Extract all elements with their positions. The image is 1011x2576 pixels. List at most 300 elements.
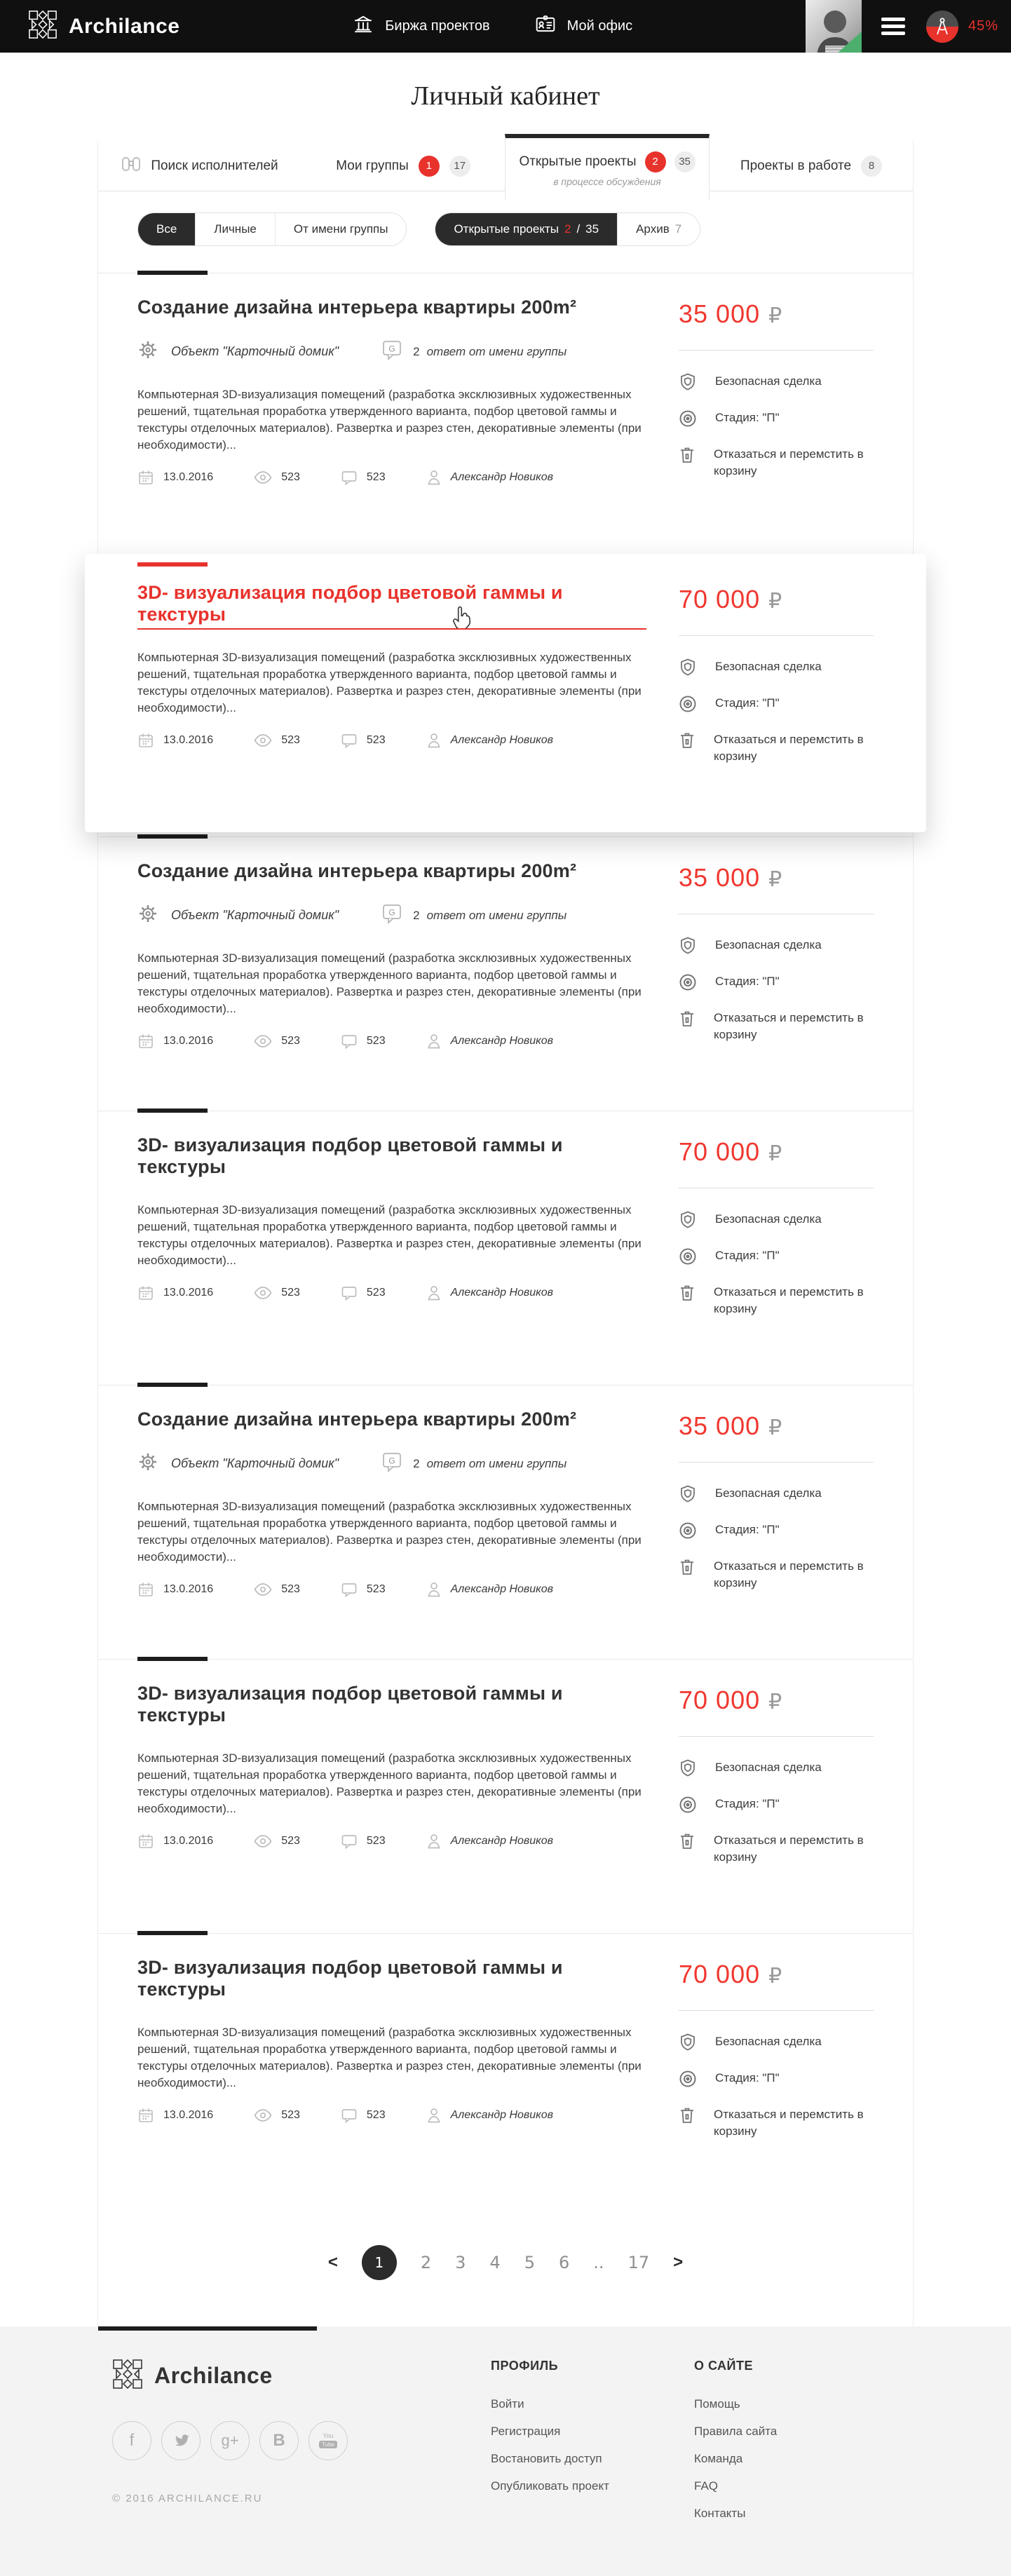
comments-value: 523 [366,1583,386,1595]
project-price: 35 000 [679,863,761,892]
discard-to-trash-action[interactable] [679,731,874,765]
safe-deal-label: Безопасная сделка [715,1212,822,1226]
shield-icon [679,373,697,391]
author-value: Александр Новиков [450,1583,553,1595]
safe-deal-row [679,373,874,391]
meta-date [137,732,213,749]
header-right-cluster [806,0,998,53]
ruble-sign: ₽ [768,1690,782,1714]
views-value: 523 [281,1035,300,1047]
project-price: 70 000 [679,1686,761,1714]
date-value: 13.0.2016 [163,1287,214,1299]
tab-my-groups[interactable] [301,141,505,191]
footer-link-faq[interactable]: FAQ [694,2479,719,2493]
project-description: Компьютерная 3D-визуализация помещений (разработка эксклюзивных художественных решений, тщательная проработка утвержденного варианта, подбор цветовой гаммы и текстуры отделочных материалов). Развертка и разрез стен, декоративные элементы (при необходимости)... [137,2026,642,2089]
pagination-page[interactable]: 5 [524,2253,536,2272]
pagination-page[interactable]: 2 [420,2253,432,2272]
youtube-glyph-top: You [323,2432,334,2439]
filter-open-projects[interactable] [435,213,618,245]
project-meta [137,1581,646,1598]
safe-deal-label: Безопасная сделка [715,2035,822,2048]
tab-label: Поиск исполнителей [151,158,278,173]
footer-logo[interactable] [112,2359,491,2393]
side-divider [679,1736,874,1737]
footer-brand-name: Archilance [154,2363,273,2388]
comments-value: 523 [366,2109,386,2121]
project-description: Компьютерная 3D-визуализация помещений (разработка эксклюзивных художественных решений, тщательная проработка утвержденного варианта, подбор цветовой гаммы и текстуры отделочных материалов). Развертка и разрез стен, декоративные элементы (при необходимости)... [137,951,642,1015]
project-description: Компьютерная 3D-визуализация помещений (разработка эксклюзивных художественных решений, тщательная проработка утвержденного варианта, подбор цветовой гаммы и текстуры отделочных материалов). Развертка и разрез стен, декоративные элементы (при необходимости)... [137,1203,642,1267]
comments-value: 523 [366,1035,386,1047]
copyright-text: © 2016 ARCHILANCE.RU [112,2493,263,2504]
stage-target-icon [679,1247,697,1266]
behance-glyph: B [273,2431,285,2450]
nav-project-exchange[interactable] [353,14,489,39]
safe-deal-row [679,1211,874,1229]
footer-link-contacts[interactable]: Контакты [694,2507,746,2520]
project-card [98,1111,913,1385]
discard-label: Отказаться и перемстить в корзину [714,2108,864,2138]
stage-label: Стадия: "П" [715,411,780,424]
shield-icon [679,1211,697,1229]
meta-date [137,1581,213,1598]
safe-deal-row [679,1485,874,1503]
shield-icon [679,937,697,955]
hand-cursor-icon [453,606,473,632]
views-value: 523 [281,2109,300,2121]
discard-to-trash-action[interactable] [679,1284,874,1317]
title-wrap [137,582,646,649]
meta-comments [341,469,386,486]
footer-column-about [694,2359,897,2534]
youtube-icon[interactable] [308,2421,348,2460]
replies-label: ответ от имени группы [426,908,567,922]
stage-label: Стадия: "П" [715,975,780,988]
side-divider [679,1462,874,1463]
stage-target-icon [679,1796,697,1814]
gear-icon [137,339,158,364]
meta-date [137,469,213,486]
project-title-link[interactable]: Создание дизайна интерьера квартиры 200m² [137,1409,577,1430]
stage-target-icon [679,409,697,428]
card-side-panel [679,297,874,498]
meta-date [137,1833,213,1850]
facebook-glyph: f [129,2431,135,2450]
brand-logo[interactable] [28,10,179,43]
tab-label: Проекты в работе [740,158,852,173]
avatar-accent [838,32,862,53]
meta-author[interactable] [426,1284,553,1301]
card-side-panel [679,860,874,1062]
social-links [112,2421,491,2460]
stage-row [679,409,874,428]
svg-text:G: G [388,907,395,917]
meta-comments [341,1833,386,1850]
id-card-icon [535,14,556,39]
project-meta [137,732,646,749]
group-replies[interactable] [382,904,566,928]
open-count: 2 [564,222,571,236]
shield-icon [679,658,697,677]
footer-column-profile [491,2359,694,2534]
pagination-page-last[interactable]: 17 [627,2253,650,2272]
new-count-badge: 1 [419,156,440,177]
trash-icon [679,1832,696,1850]
card-divider [98,1933,913,1934]
stage-label: Стадия: "П" [715,1249,780,1262]
author-value: Александр Новиков [450,1035,553,1047]
project-title-link[interactable]: Создание дизайна интерьера квартиры 200m² [137,860,577,881]
date-value: 13.0.2016 [163,1583,214,1595]
filter-archive[interactable] [618,213,700,245]
meta-author[interactable] [426,1833,553,1850]
object-label: Объект "Карточный домик" [171,344,339,358]
replies-label: ответ от имени группы [426,344,567,358]
shield-icon [679,1485,697,1503]
page-footer [0,2326,1011,2576]
ruble-sign: ₽ [768,304,782,328]
meta-date [137,1033,213,1050]
author-value: Александр Новиков [450,1287,553,1299]
project-price: 35 000 [679,1411,761,1440]
footer-link-register[interactable]: Регистрация [491,2425,561,2438]
meta-author[interactable] [426,469,553,486]
trash-icon [679,1558,696,1576]
facebook-icon[interactable] [112,2421,151,2460]
youtube-glyph-bottom: Tube [319,2441,337,2448]
tab-search-performers[interactable] [98,141,301,191]
twitter-icon[interactable] [161,2421,201,2460]
footer-column-title: О САЙТЕ [694,2359,753,2373]
discard-label: Отказаться и перемстить в корзину [714,1559,864,1589]
safe-deal-label: Безопасная сделка [715,660,822,673]
trash-icon [679,731,696,750]
footer-link-help[interactable]: Помощь [694,2397,740,2411]
safe-deal-label: Безопасная сделка [715,374,822,388]
stage-target-icon [679,695,697,713]
state-filter-group [435,212,700,246]
svg-text:G: G [388,1456,395,1465]
pagination-ellipsis: .. [593,2253,604,2272]
safe-deal-label: Безопасная сделка [715,1761,822,1774]
svg-text:G: G [388,344,395,353]
project-card [98,836,913,1111]
archilance-lattice-icon [28,10,57,43]
safe-deal-label: Безопасная сделка [715,1486,822,1500]
safe-deal-row [679,2033,874,2052]
discard-to-trash-action[interactable] [679,1832,874,1866]
stage-label: Стадия: "П" [715,2071,780,2084]
bank-icon [353,14,374,39]
filter-label: Архив [636,222,670,236]
meta-comments [341,732,386,749]
project-title-link[interactable]: 3D- визуализация подбор цветовой гаммы и текстуры [137,1957,563,2000]
count-separator: / [576,222,581,236]
project-card-hovered [85,554,926,832]
stage-row [679,1796,874,1814]
footer-column-title: ПРОФИЛЬ [491,2359,559,2373]
discard-label: Отказаться и перемстить в корзину [714,1011,864,1041]
footer-link-restore-access[interactable]: Востановить доступ [491,2452,602,2465]
behance-icon[interactable] [259,2421,299,2460]
footer-brand-block [98,2359,491,2534]
pagination-prev[interactable]: < [327,2253,338,2272]
nav-label: Биржа проектов [385,18,490,34]
stage-label: Стадия: "П" [715,1797,780,1810]
card-divider [98,1659,913,1660]
author-value: Александр Новиков [450,734,553,746]
archilance-lattice-icon [112,2359,143,2393]
comments-value: 523 [366,471,386,483]
tab-bar [98,141,913,191]
ruble-sign: ₽ [768,1416,782,1440]
project-meta [137,1833,646,1850]
pagination [98,2207,913,2326]
object-label: Объект "Карточный домик" [171,908,339,922]
project-description: Компьютерная 3D-визуализация помещений (разработка эксклюзивных художественных решений, тщательная проработка утвержденного варианта, подбор цветовой гаммы и текстуры отделочных материалов). Развертка и разрез стен, декоративные элементы (при необходимости)... [137,1500,642,1564]
object-label: Объект "Карточный домик" [171,1456,339,1470]
stage-label: Стадия: "П" [715,696,780,710]
date-value: 13.0.2016 [163,734,214,746]
safe-deal-row [679,1759,874,1777]
meta-views [254,1583,300,1596]
meta-author[interactable] [426,1581,553,1598]
group-replies[interactable] [382,1452,566,1476]
replies-label: ответ от имени группы [426,1456,567,1470]
footer-accent-bar [98,2326,317,2331]
project-card [98,1659,913,1933]
pagination-page[interactable]: 3 [455,2253,466,2272]
ruble-sign: ₽ [768,1141,782,1166]
gear-icon [137,1451,158,1476]
comments-value: 523 [366,1835,386,1847]
page-title: Личный кабинет [411,81,600,111]
meta-views [254,471,300,484]
safe-deal-row [679,937,874,955]
stage-row [679,695,874,713]
card-side-panel [679,1683,874,1884]
stage-target-icon [679,2070,697,2088]
author-value: Александр Новиков [450,471,553,483]
project-price: 70 000 [679,585,761,614]
group-bubble-icon [382,1452,402,1476]
group-bubble-icon [382,340,402,364]
meta-author[interactable] [426,2107,553,2124]
project-meta [137,469,646,486]
ruble-sign: ₽ [768,589,782,614]
comments-value: 523 [366,1287,386,1299]
card-divider [98,836,913,837]
object-row [137,1451,646,1476]
filter-on-behalf-of-group[interactable]: От имени группы [293,222,388,236]
shield-icon [679,2033,697,2052]
ruble-sign: ₽ [768,1964,782,1988]
stage-target-icon [679,1521,697,1540]
tab-open-projects[interactable] [505,134,710,200]
nav-my-office[interactable] [535,14,633,39]
google-plus-glyph: g+ [221,2432,239,2449]
trash-icon [679,1010,696,1028]
filter-bar [98,191,913,273]
trash-icon [679,2106,696,2124]
meta-views [254,2109,300,2122]
user-avatar[interactable] [806,0,862,53]
card-dash [137,834,208,839]
footer-link-team[interactable]: Команда [694,2452,743,2465]
drafting-compass-icon [933,17,951,36]
replies-count: 2 [413,344,420,358]
filter-personal[interactable]: Личные [196,213,276,245]
discard-to-trash-action[interactable] [679,1010,874,1043]
discard-label: Отказаться и перемстить в корзину [714,1285,864,1315]
stage-row [679,973,874,991]
binoculars-icon [121,155,141,177]
card-dash [137,1931,208,1935]
stage-row [679,1521,874,1540]
replies-count: 2 [413,908,420,922]
archive-count: 7 [674,222,682,236]
meta-views [254,734,300,747]
stage-target-icon [679,973,697,991]
pagination-next[interactable]: > [673,2253,684,2272]
filter-all[interactable]: Все [138,213,196,245]
safe-deal-row [679,658,874,677]
group-replies[interactable] [382,340,566,364]
top-header [0,0,1011,53]
project-card [98,273,913,547]
profile-progress-badge[interactable] [926,11,958,43]
author-value: Александр Новиков [450,1835,553,1847]
discard-to-trash-action[interactable] [679,446,874,480]
meta-date [137,1284,213,1301]
card-dash [137,1109,208,1113]
card-side-panel [679,582,874,783]
project-card [98,1933,913,2207]
card-side-panel [679,1409,874,1610]
meta-date [137,2107,213,2124]
project-meta [137,2107,646,2124]
author-value: Александр Новиков [450,2109,553,2121]
views-value: 523 [281,1835,300,1847]
date-value: 13.0.2016 [163,471,214,483]
open-total: 35 [585,222,599,236]
group-bubble-icon [382,904,402,928]
project-meta [137,1033,646,1050]
project-description: Компьютерная 3D-визуализация помещений (разработка эксклюзивных художественных решений, тщательная проработка утвержденного варианта, подбор цветовой гаммы и текстуры отделочных материалов). Развертка и разрез стен, декоративные элементы (при необходимости)... [137,651,642,714]
project-card [98,1385,913,1659]
meta-comments [341,1581,386,1598]
total-count-badge: 17 [449,156,470,177]
comments-value: 523 [366,734,386,746]
total-count-badge: 35 [674,151,696,172]
project-price: 70 000 [679,1137,761,1166]
project-title-link[interactable]: 3D- визуализация подбор цветовой гаммы и текстуры [137,1134,563,1177]
safe-deal-label: Безопасная сделка [715,938,822,951]
trash-icon [679,446,696,464]
stage-label: Стадия: "П" [715,1523,780,1536]
gear-icon [137,903,158,928]
card-dash [137,1657,208,1661]
views-value: 523 [281,471,300,483]
discard-to-trash-action[interactable] [679,2106,874,2140]
tab-projects-in-work[interactable] [710,141,913,191]
nav-label: Мой офис [566,18,633,34]
project-description: Компьютерная 3D-визуализация помещений (разработка эксклюзивных художественных решений, тщательная проработка утвержденного варианта, подбор цветовой гаммы и текстуры отделочных материалов). Развертка и разрез стен, декоративные элементы (при необходимости)... [137,1751,642,1815]
side-divider [679,635,874,636]
total-count-badge: 8 [861,156,882,177]
card-dash [137,271,208,275]
card-dash [137,562,208,567]
object-row [137,903,646,928]
date-value: 13.0.2016 [163,1835,214,1847]
card-side-panel [679,1957,874,2158]
shield-icon [679,1759,697,1777]
meta-author[interactable] [426,732,553,749]
views-value: 523 [281,1287,300,1299]
card-side-panel [679,1134,874,1336]
tab-label: Открытые проекты [519,154,637,169]
stage-row [679,2070,874,2088]
meta-views [254,1287,300,1299]
footer-link-login[interactable]: Войти [491,2397,524,2411]
meta-views [254,1035,300,1048]
card-dash [137,1383,208,1387]
discard-label: Отказаться и перемстить в корзину [714,733,864,763]
project-meta [137,1284,646,1301]
side-divider [679,2010,874,2011]
brand-name: Archilance [69,14,180,38]
new-count-badge: 2 [645,151,666,172]
pagination-page-current[interactable]: 1 [362,2245,397,2280]
replies-count: 2 [413,1456,420,1470]
discard-label: Отказаться и перемстить в корзину [714,1833,864,1864]
discard-label: Отказаться и перемстить в корзину [714,447,864,477]
stage-row [679,1247,874,1266]
project-title-link[interactable]: 3D- визуализация подбор цветовой гаммы и текстуры [137,1683,563,1726]
pagination-page[interactable]: 4 [489,2253,501,2272]
trash-icon [679,1284,696,1302]
ruble-sign: ₽ [768,867,782,892]
footer-link-rules[interactable]: Правила сайта [694,2425,778,2438]
profile-progress-value: 45% [968,18,998,34]
discard-to-trash-action[interactable] [679,1558,874,1592]
tab-label: Мои группы [336,158,409,173]
filter-label: Открытые проекты [454,222,559,236]
views-value: 523 [281,734,300,746]
meta-comments [341,1033,386,1050]
project-price: 35 000 [679,299,761,328]
date-value: 13.0.2016 [163,1035,214,1047]
scope-filter-group [137,212,407,246]
meta-author[interactable] [426,1033,553,1050]
meta-comments [341,1284,386,1301]
meta-views [254,1835,300,1848]
project-description: Компьютерная 3D-визуализация помещений (разработка эксклюзивных художественных решений, тщательная проработка утвержденного варианта, подбор цветовой гаммы и текстуры отделочных материалов). Развертка и разрез стен, декоративные элементы (при необходимости)... [137,388,642,452]
project-title-link[interactable]: 3D- визуализация подбор цветовой гаммы и текстуры [137,582,646,630]
tab-subtitle: в процессе обсуждения [553,175,661,187]
menu-burger-icon[interactable] [881,14,905,39]
pagination-page[interactable]: 6 [559,2253,570,2272]
top-navigation [353,14,632,39]
views-value: 523 [281,1583,300,1595]
footer-link-publish-project[interactable]: Опубликовать проект [491,2479,609,2493]
meta-comments [341,2107,386,2124]
project-title-link[interactable]: Создание дизайна интерьера квартиры 200m² [137,297,577,318]
content-shell [97,141,914,2326]
google-plus-icon[interactable] [210,2421,250,2460]
side-divider [679,350,874,351]
date-value: 13.0.2016 [163,2109,214,2121]
object-row [137,339,646,364]
